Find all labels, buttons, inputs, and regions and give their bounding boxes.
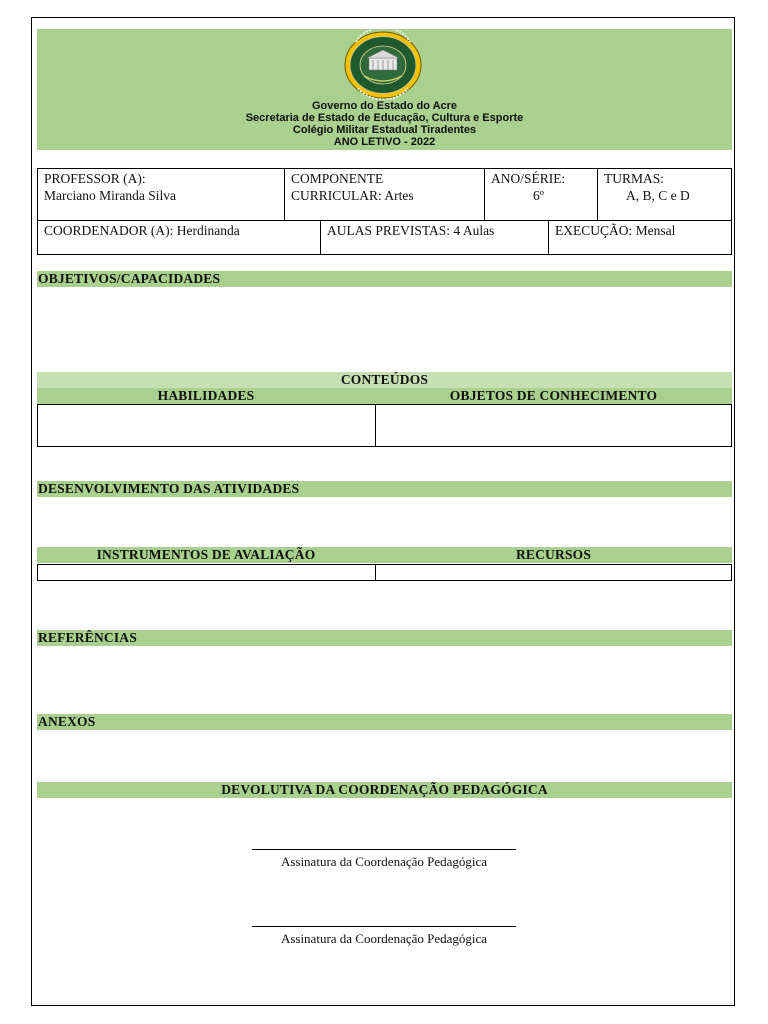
conteudos-header: CONTEÚDOS bbox=[37, 372, 732, 388]
devolutiva-header: DEVOLUTIVA DA COORDENAÇÃO PEDAGÓGICA bbox=[37, 782, 732, 798]
desenvolvimento-header: DESENVOLVIMENTO DAS ATIVIDADES bbox=[37, 481, 732, 497]
header-school-year: ANO LETIVO - 2022 bbox=[333, 136, 436, 148]
componente-cell bbox=[284, 168, 485, 221]
school-emblem bbox=[342, 30, 424, 100]
objetos-field[interactable] bbox=[375, 404, 732, 447]
header-school: Colégio Militar Estadual Tiradentes bbox=[292, 124, 477, 136]
aulas-value: AULAS PREVISTAS: 4 Aulas bbox=[327, 223, 495, 238]
recursos-header: RECURSOS bbox=[515, 547, 592, 562]
turmas-label: TURMAS: bbox=[604, 171, 665, 186]
ano-serie-label: ANO/SÉRIE: bbox=[491, 171, 566, 186]
signature-caption-1: Assinatura da Coordenação Pedagógica bbox=[280, 854, 488, 869]
anexos-header: ANEXOS bbox=[37, 714, 732, 730]
coordenador-value: COORDENADOR (A): Herdinanda bbox=[44, 223, 240, 238]
componente-label: COMPONENTE bbox=[291, 171, 384, 186]
conteudos-subheader bbox=[37, 388, 732, 404]
instrumentos-field[interactable] bbox=[37, 564, 376, 581]
execucao-cell bbox=[548, 220, 732, 255]
objetos-header: OBJETOS DE CONHECIMENTO bbox=[449, 388, 658, 403]
header-government: Governo do Estado do Acre bbox=[311, 100, 458, 112]
recursos-field[interactable] bbox=[375, 564, 732, 581]
habilidades-field[interactable] bbox=[37, 404, 376, 447]
referencias-header: REFERÊNCIAS bbox=[37, 630, 732, 646]
signature-line-2 bbox=[252, 926, 516, 927]
ano-serie-value: 6º bbox=[533, 188, 544, 203]
aulas-cell bbox=[320, 220, 549, 255]
professor-cell bbox=[37, 168, 285, 221]
signature-caption-2: Assinatura da Coordenação Pedagógica bbox=[280, 931, 488, 946]
professor-label: PROFESSOR (A): bbox=[44, 171, 146, 186]
avaliacao-header-row bbox=[37, 547, 732, 563]
turmas-value: A, B, C e D bbox=[626, 188, 690, 203]
habilidades-header: HABILIDADES bbox=[157, 388, 255, 403]
professor-value: Marciano Miranda Silva bbox=[44, 188, 176, 203]
objetivos-header: OBJETIVOS/CAPACIDADES bbox=[37, 271, 732, 287]
coordenador-cell bbox=[37, 220, 321, 255]
componente-value: CURRICULAR: Artes bbox=[291, 188, 414, 203]
header-secretariat: Secretaria de Estado de Educação, Cultura e Esporte bbox=[245, 112, 524, 124]
execucao-value: EXECUÇÃO: Mensal bbox=[555, 223, 676, 238]
ano-serie-cell bbox=[484, 168, 598, 221]
signature-line-1 bbox=[252, 849, 516, 850]
instrumentos-header: INSTRUMENTOS DE AVALIAÇÃO bbox=[96, 547, 316, 562]
turmas-cell bbox=[597, 168, 732, 221]
